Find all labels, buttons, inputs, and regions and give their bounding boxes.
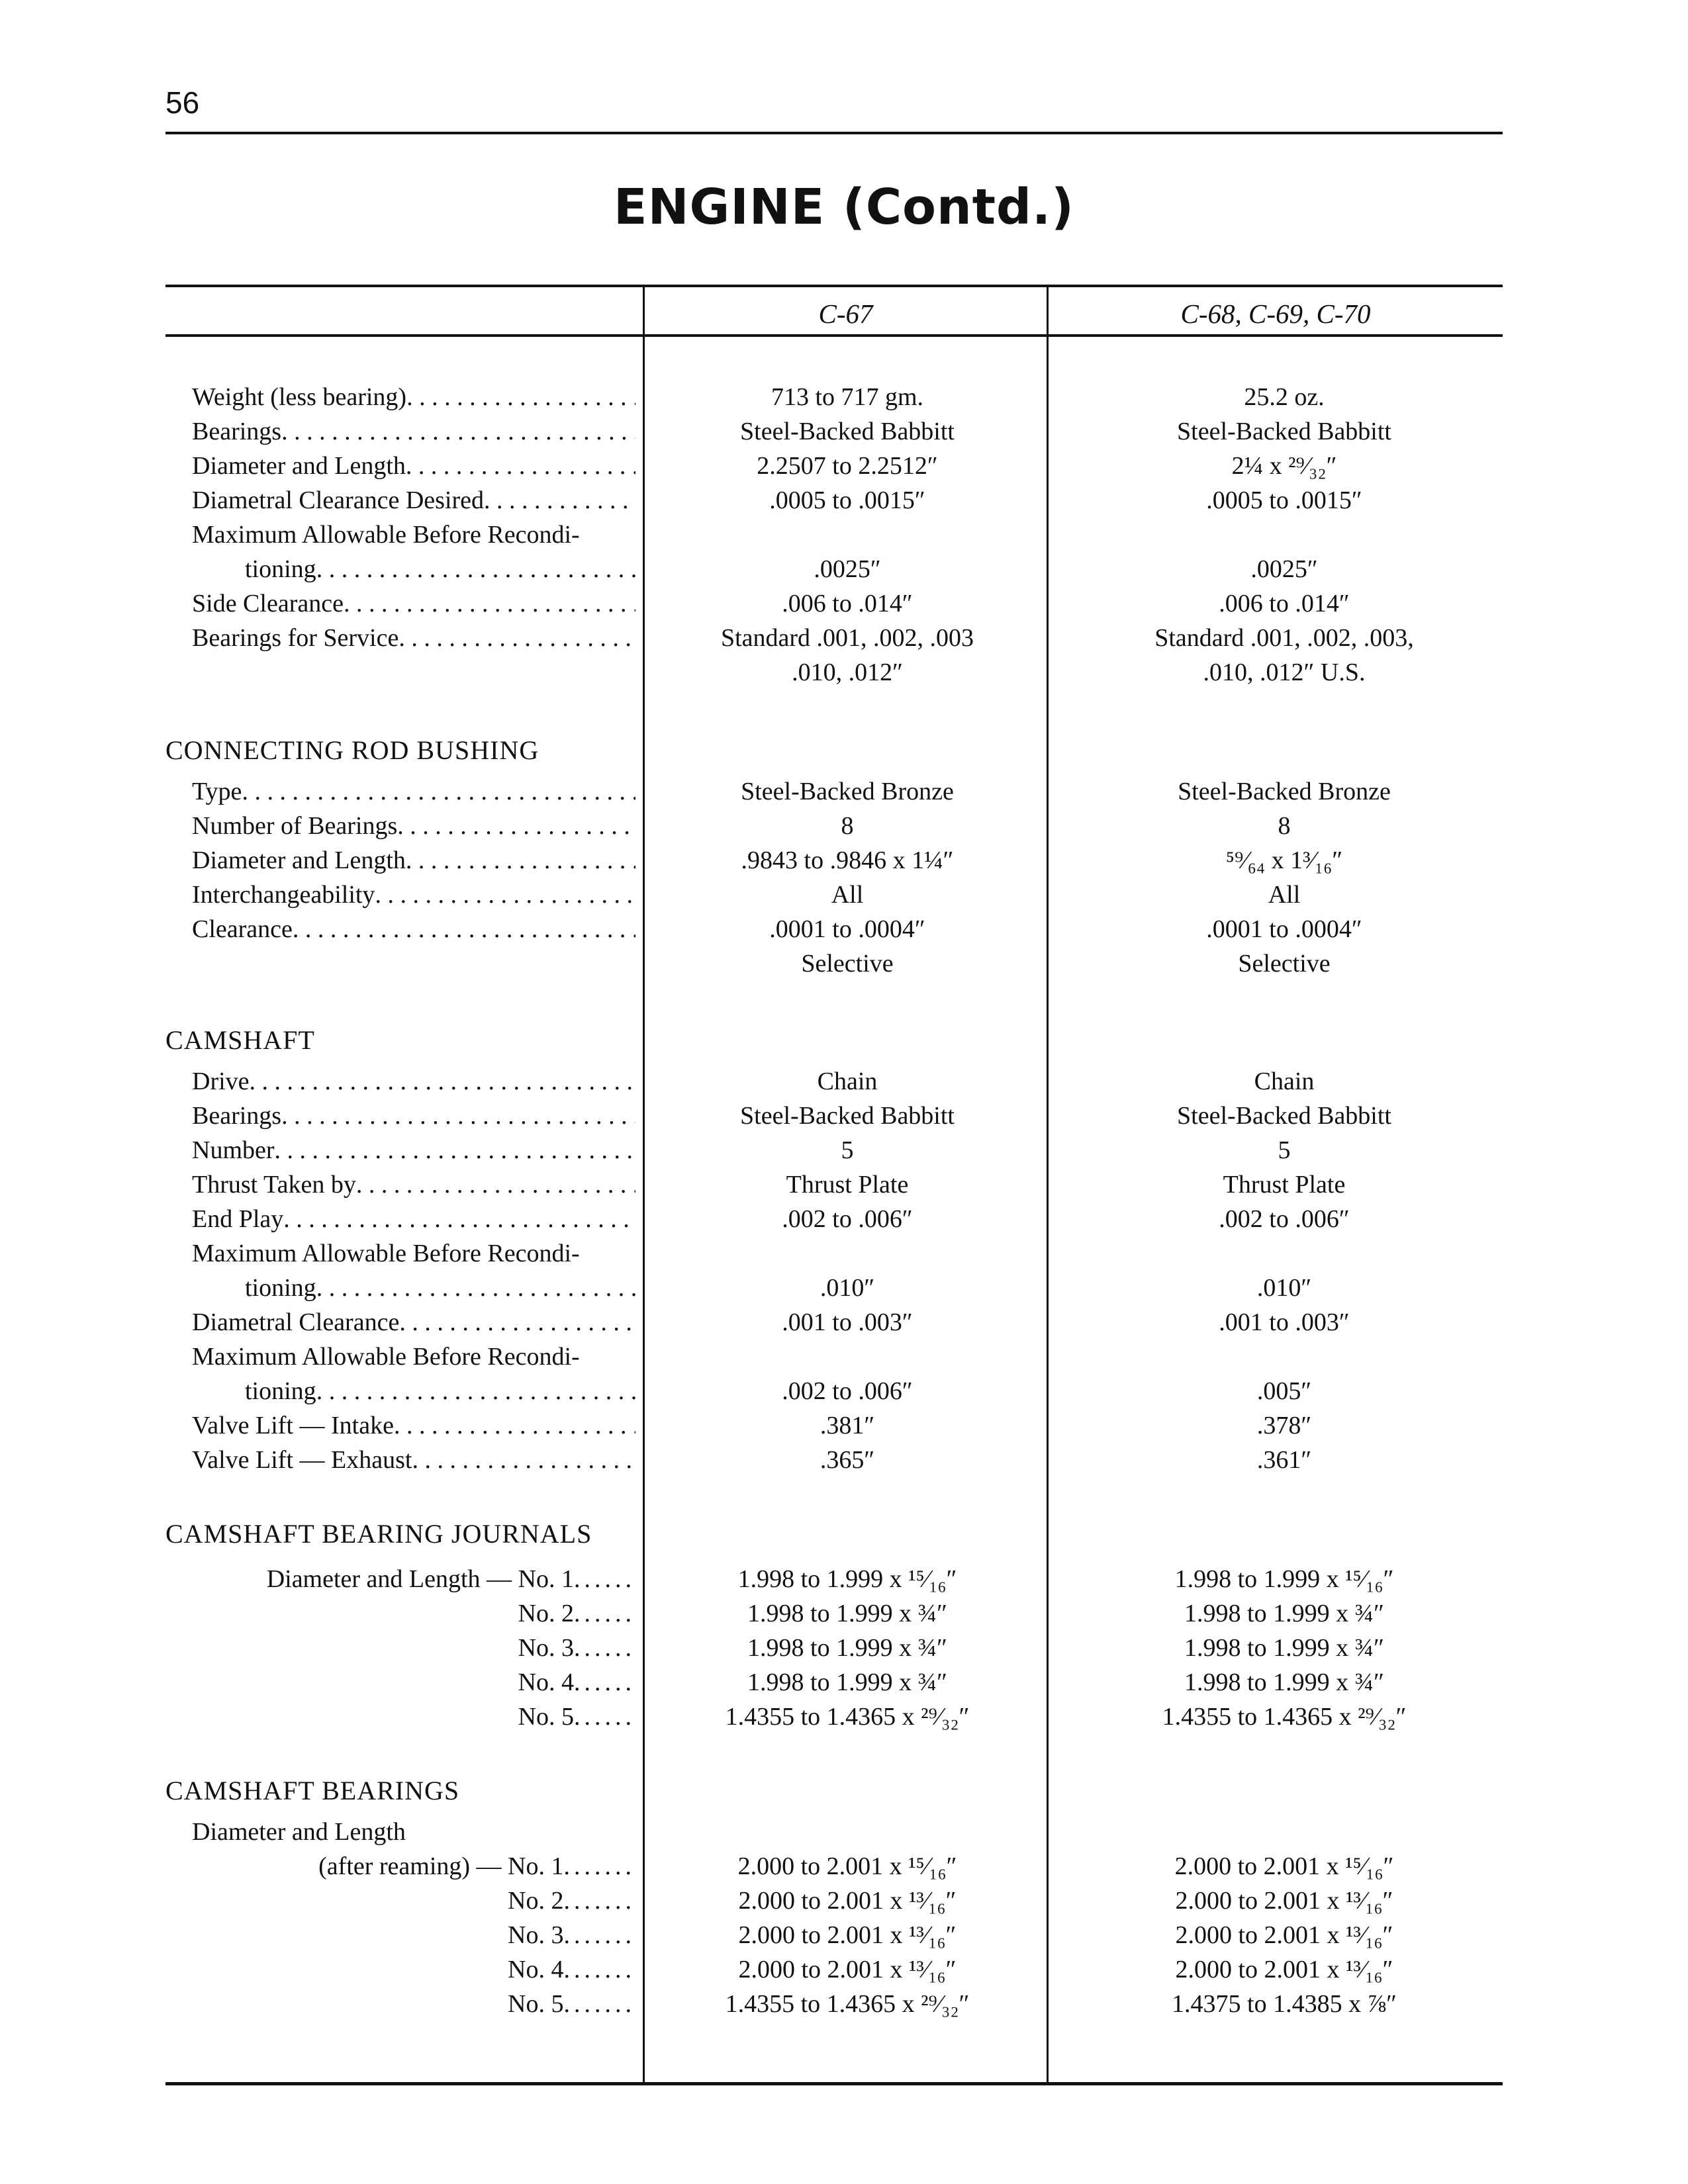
value-c67: 2.000 to 2.001 x ¹³⁄₁₆″ xyxy=(738,1887,957,1915)
value-c67: Thrust Plate xyxy=(786,1171,909,1199)
value-c68: Steel-Backed Bronze xyxy=(1178,778,1391,805)
value-c68: 1.998 to 1.999 x ¾″ xyxy=(1184,1668,1384,1696)
spec-row xyxy=(0,552,1688,586)
value-c67: .010, .012″ xyxy=(792,659,903,686)
table-header-rule xyxy=(165,334,1503,337)
section-heading: CAMSHAFT xyxy=(165,1025,315,1055)
value-c68: .378″ xyxy=(1256,1412,1312,1439)
spec-row xyxy=(0,1987,1688,2021)
value-c67: .0001 to .0004″ xyxy=(769,915,925,943)
section-heading: CONNECTING ROD BUSHING xyxy=(165,735,539,765)
spec-row xyxy=(0,1700,1688,1734)
spec-row xyxy=(0,414,1688,449)
spec-row xyxy=(0,1374,1688,1408)
spec-row xyxy=(0,1849,1688,1884)
section-heading: CAMSHAFT BEARING JOURNALS xyxy=(165,1519,592,1549)
spec-row xyxy=(0,1064,1688,1099)
value-c67: .002 to .006″ xyxy=(782,1377,913,1405)
row-label: Number . . . xyxy=(192,1133,635,1167)
row-label: No. 2 ...... xyxy=(518,1600,635,1627)
value-c67: Chain xyxy=(817,1068,878,1095)
spec-row xyxy=(0,843,1688,878)
value-c67: Steel-Backed Babbitt xyxy=(740,1102,955,1130)
row-label: No. 5 ...... xyxy=(518,1703,635,1731)
section-heading: CAMSHAFT BEARINGS xyxy=(165,1776,460,1805)
value-c68: 2.000 to 2.001 x ¹³⁄₁₆″ xyxy=(1175,1921,1393,1949)
row-label: No. 3 ....... xyxy=(508,1921,635,1949)
value-c67: Steel-Backed Babbitt xyxy=(740,418,955,445)
row-label: tioning . . . xyxy=(192,552,635,586)
row-label: Diameter and Length . . . xyxy=(192,449,635,483)
spec-row xyxy=(0,878,1688,912)
value-c67 xyxy=(649,1815,1046,1849)
value-c68: Chain xyxy=(1254,1068,1315,1095)
value-c68: .010, .012″ U.S. xyxy=(1203,659,1366,686)
value-c68: Steel-Backed Babbitt xyxy=(1177,1102,1391,1130)
value-c68: .001 to .003″ xyxy=(1219,1308,1350,1336)
table-bottom-rule xyxy=(165,2082,1503,2085)
row-label: No. 4 ....... xyxy=(508,1956,635,1983)
value-c67: All xyxy=(831,881,864,909)
spec-row xyxy=(0,1952,1688,1987)
row-label: Weight (less bearing) . . . xyxy=(192,380,635,414)
row-label: Maximum Allowable Before Recondi- xyxy=(192,1240,580,1267)
value-c67 xyxy=(649,1236,1046,1271)
top-rule xyxy=(165,132,1503,134)
value-c67: .010″ xyxy=(820,1274,875,1302)
spec-row xyxy=(0,380,1688,414)
row-label: No. 3 ...... xyxy=(518,1634,635,1662)
value-c68: ⁵⁹⁄₆₄ x 1³⁄₁₆″ xyxy=(1225,846,1343,874)
value-c68: 2¼ x ²⁹⁄₃₂″ xyxy=(1231,452,1337,480)
row-label: No. 2 ....... xyxy=(508,1887,635,1915)
spec-row xyxy=(0,1167,1688,1202)
value-c68: .0025″ xyxy=(1250,555,1318,583)
value-c67 xyxy=(649,518,1046,552)
value-c68: 2.000 to 2.001 x ¹³⁄₁₆″ xyxy=(1175,1956,1393,1983)
value-c67: 1.998 to 1.999 x ¾″ xyxy=(747,1600,947,1627)
value-c68: .0005 to .0015″ xyxy=(1206,486,1362,514)
value-c68: 1.998 to 1.999 x ¾″ xyxy=(1184,1634,1384,1662)
row-label: Diameter and Length — No. 1 ...... xyxy=(266,1565,635,1593)
value-c68: 2.000 to 2.001 x ¹³⁄₁₆″ xyxy=(1175,1887,1393,1915)
value-c68: Selective xyxy=(1238,950,1331,978)
value-c68: Steel-Backed Babbitt xyxy=(1177,418,1391,445)
row-label: Diameter and Length . . . xyxy=(192,843,635,878)
spec-row xyxy=(0,1305,1688,1340)
value-c67: .365″ xyxy=(820,1446,875,1474)
value-c67: .002 to .006″ xyxy=(782,1205,913,1233)
row-label: Bearings . . . xyxy=(192,1099,635,1133)
table-top-rule xyxy=(165,285,1503,287)
value-c67: .001 to .003″ xyxy=(782,1308,913,1336)
row-label: Side Clearance . . . xyxy=(192,586,635,621)
value-c67: 2.2507 to 2.2512″ xyxy=(757,452,938,480)
page-number: 56 xyxy=(165,85,200,120)
value-c68: Thrust Plate xyxy=(1223,1171,1346,1199)
value-c68: .0001 to .0004″ xyxy=(1206,915,1362,943)
row-label: Number of Bearings . . . xyxy=(192,809,635,843)
value-c67: Steel-Backed Bronze xyxy=(741,778,954,805)
value-c67: .0005 to .0015″ xyxy=(769,486,925,514)
spec-row xyxy=(0,1815,1688,1849)
value-c68: 5 xyxy=(1278,1136,1291,1164)
spec-row xyxy=(0,946,1688,981)
value-c68: .005″ xyxy=(1256,1377,1312,1405)
row-label: tioning . . . xyxy=(192,1271,635,1305)
spec-row xyxy=(0,1918,1688,1952)
value-c68 xyxy=(1059,1236,1509,1271)
spec-row xyxy=(0,1884,1688,1918)
spec-row xyxy=(0,586,1688,621)
row-label: Valve Lift — Intake . . . xyxy=(192,1408,635,1443)
spec-row xyxy=(0,1562,1688,1596)
row-label: End Play . . . xyxy=(192,1202,635,1236)
row-label: Maximum Allowable Before Recondi- xyxy=(192,521,580,549)
spec-row xyxy=(0,1236,1688,1271)
value-c67: 713 to 717 gm. xyxy=(771,383,924,411)
row-label: Type . . . xyxy=(192,774,635,809)
value-c68: 8 xyxy=(1278,812,1291,840)
row-label: (after reaming) — No. 1 ....... xyxy=(318,1852,635,1880)
value-c67: 1.4355 to 1.4365 x ²⁹⁄₃₂″ xyxy=(725,1703,970,1731)
spec-row xyxy=(0,912,1688,946)
row-label: Diametral Clearance Desired . . . xyxy=(192,483,635,518)
row-label: No. 5 ....... xyxy=(508,1990,635,2018)
value-c67: Standard .001, .002, .003 xyxy=(720,624,974,652)
value-c67: 5 xyxy=(841,1136,854,1164)
row-label: tioning . . . xyxy=(192,1374,635,1408)
row-label: Clearance . . . xyxy=(192,912,635,946)
row-label: Maximum Allowable Before Recondi- xyxy=(192,1343,580,1371)
value-c68: Standard .001, .002, .003, xyxy=(1154,624,1414,652)
row-label: Thrust Taken by . . . xyxy=(192,1167,635,1202)
value-c67: .006 to .014″ xyxy=(782,590,913,617)
value-c67: .0025″ xyxy=(814,555,881,583)
value-c67: 2.000 to 2.001 x ¹³⁄₁₆″ xyxy=(738,1956,957,1983)
row-label: Diametral Clearance . . . xyxy=(192,1305,635,1340)
value-c68: All xyxy=(1268,881,1301,909)
row-label: Diameter and Length xyxy=(192,1818,406,1846)
spec-row xyxy=(0,774,1688,809)
value-c67: 1.998 to 1.999 x ¹⁵⁄₁₆″ xyxy=(737,1565,957,1593)
spec-row xyxy=(0,1340,1688,1374)
value-c68: 1.4375 to 1.4385 x ⅞″ xyxy=(1172,1990,1397,2018)
value-c68: 25.2 oz. xyxy=(1244,383,1325,411)
value-c68 xyxy=(1059,1815,1509,1849)
spec-row xyxy=(0,1665,1688,1700)
value-c68: .010″ xyxy=(1256,1274,1312,1302)
spec-row xyxy=(0,621,1688,655)
value-c68: .006 to .014″ xyxy=(1219,590,1350,617)
page-title: ENGINE (Contd.) xyxy=(614,179,1074,236)
value-c67: 2.000 to 2.001 x ¹³⁄₁₆″ xyxy=(738,1921,957,1949)
value-c68: 1.4355 to 1.4365 x ²⁹⁄₃₂″ xyxy=(1162,1703,1407,1731)
spec-row xyxy=(0,1631,1688,1665)
row-label: No. 4 ...... xyxy=(518,1668,635,1696)
row-label: Interchangeability . . . xyxy=(192,878,635,912)
spec-row xyxy=(0,518,1688,552)
value-c68: 2.000 to 2.001 x ¹⁵⁄₁₆″ xyxy=(1174,1852,1394,1880)
row-label: Bearings . . . xyxy=(192,414,635,449)
value-c68: .361″ xyxy=(1256,1446,1312,1474)
spec-row xyxy=(0,1099,1688,1133)
row-label: Bearings for Service . . . xyxy=(192,621,635,655)
value-c67: 1.998 to 1.999 x ¾″ xyxy=(747,1668,947,1696)
spec-row xyxy=(0,1271,1688,1305)
spec-row xyxy=(0,655,1688,690)
value-c67: .381″ xyxy=(820,1412,875,1439)
spec-row xyxy=(0,1443,1688,1477)
value-c68: .002 to .006″ xyxy=(1219,1205,1350,1233)
column-header-c67: C-67 xyxy=(818,298,873,329)
spec-row xyxy=(0,1202,1688,1236)
spec-row xyxy=(0,1408,1688,1443)
value-c68: 1.998 to 1.999 x ¹⁵⁄₁₆″ xyxy=(1174,1565,1394,1593)
value-c68: 1.998 to 1.999 x ¾″ xyxy=(1184,1600,1384,1627)
value-c67 xyxy=(649,1340,1046,1374)
spec-row xyxy=(0,1596,1688,1631)
value-c67: .9843 to .9846 x 1¼″ xyxy=(741,846,954,874)
column-header-c68-c69-c70: C-68, C-69, C-70 xyxy=(1180,298,1371,329)
spec-row xyxy=(0,1133,1688,1167)
row-label: Drive . . . xyxy=(192,1064,635,1099)
value-c68 xyxy=(1059,518,1509,552)
spec-row xyxy=(0,809,1688,843)
value-c68 xyxy=(1059,1340,1509,1374)
value-c67: 8 xyxy=(841,812,854,840)
value-c67: Selective xyxy=(801,950,894,978)
row-label: Valve Lift — Exhaust . . . xyxy=(192,1443,635,1477)
spec-row xyxy=(0,449,1688,483)
spec-row xyxy=(0,483,1688,518)
value-c67: 1.998 to 1.999 x ¾″ xyxy=(747,1634,947,1662)
value-c67: 1.4355 to 1.4365 x ²⁹⁄₃₂″ xyxy=(725,1990,970,2018)
value-c67: 2.000 to 2.001 x ¹⁵⁄₁₆″ xyxy=(737,1852,957,1880)
